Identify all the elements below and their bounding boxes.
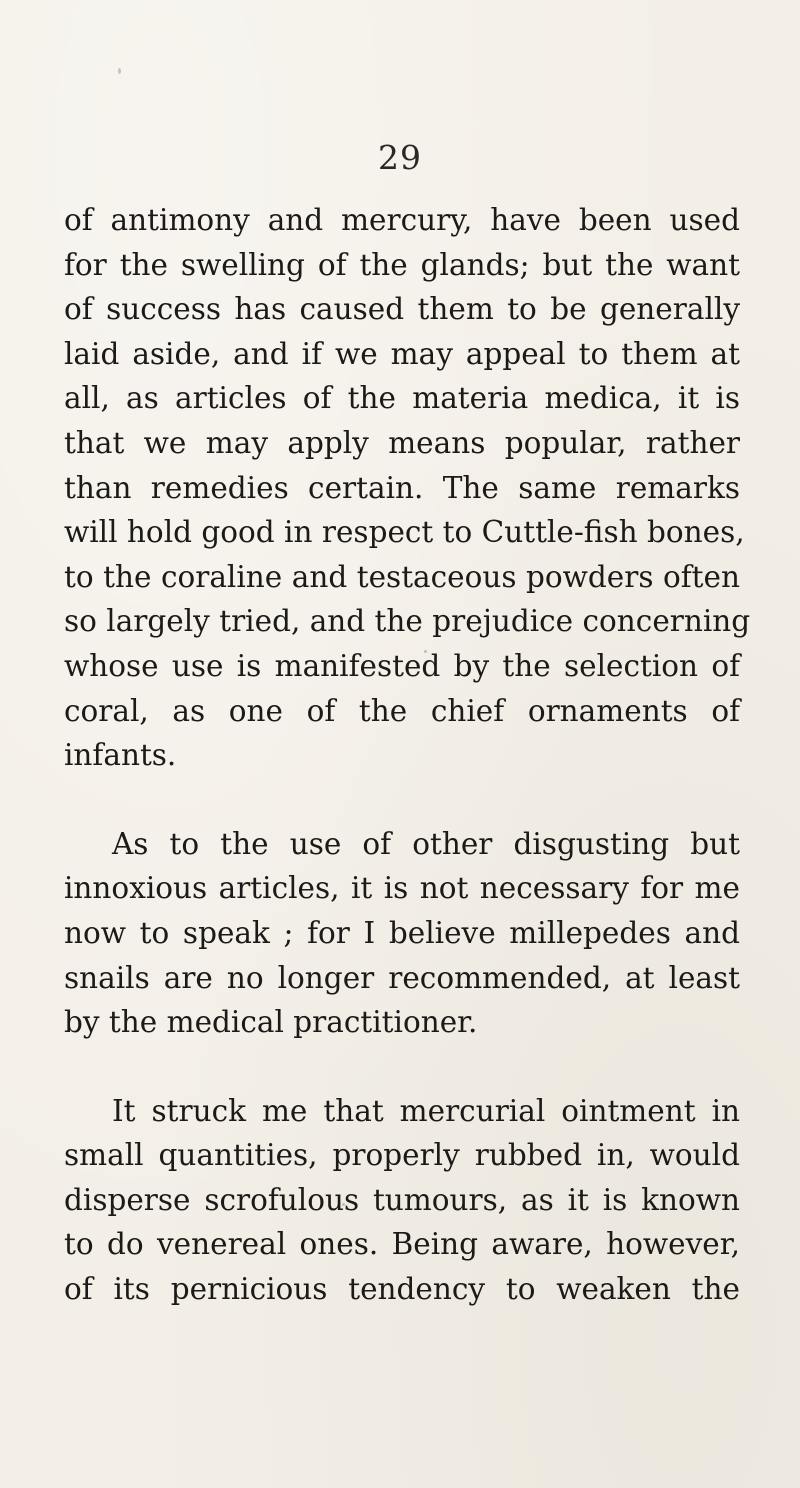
- text-line: It struck me that mercurial ointment in: [112, 1093, 740, 1128]
- text-line: whose use is manifested by the selection of: [64, 648, 740, 683]
- text-line: so largely tried, and the prejudice concerning: [64, 604, 751, 639]
- body-text: [64, 198, 751, 1312]
- text-line: than remedies certain. The same remarks: [64, 470, 740, 505]
- text-line: by the medical practitioner.: [64, 1005, 478, 1040]
- text-line: of its pernicious tendency to weaken the: [64, 1272, 740, 1307]
- text-line: laid aside, and if we may appeal to them at: [64, 336, 740, 371]
- text-line: for the swelling of the glands; but the want: [64, 247, 740, 282]
- text-line: infants.: [64, 738, 177, 773]
- text-line: will hold good in respect to Cuttle-fish bones,: [64, 515, 745, 550]
- text-line: of success has caused them to be generally: [64, 292, 740, 327]
- text-line: of antimony and mercury, have been used: [64, 203, 740, 237]
- text-line: As to the use of other disgusting but: [112, 826, 740, 861]
- paragraph: [64, 198, 751, 778]
- paper-speck: [118, 68, 121, 74]
- text-line: disperse scrofulous tumours, as it is known: [64, 1182, 740, 1217]
- text-line: all, as articles of the materia medica, it is: [64, 381, 740, 416]
- paragraph-gap: [64, 1045, 740, 1089]
- text-line: to the coraline and testaceous powders often: [64, 559, 740, 594]
- text-line: that we may apply means popular, rather: [64, 425, 740, 460]
- paragraph-gap: [64, 778, 740, 822]
- paragraph: [64, 1089, 740, 1312]
- text-line: to do venereal ones. Being aware, however,: [64, 1227, 740, 1262]
- paragraph: [64, 822, 740, 1045]
- text-line: coral, as one of the chief ornaments of: [64, 693, 740, 728]
- text-line: innoxious articles, it is not necessary for me: [64, 871, 740, 906]
- text-line: now to speak ; for I believe millepedes and: [64, 915, 740, 950]
- page-number: 29: [378, 138, 422, 177]
- text-line: snails are no longer recommended, at least: [64, 960, 740, 995]
- text-line: small quantities, properly rubbed in, would: [64, 1138, 740, 1173]
